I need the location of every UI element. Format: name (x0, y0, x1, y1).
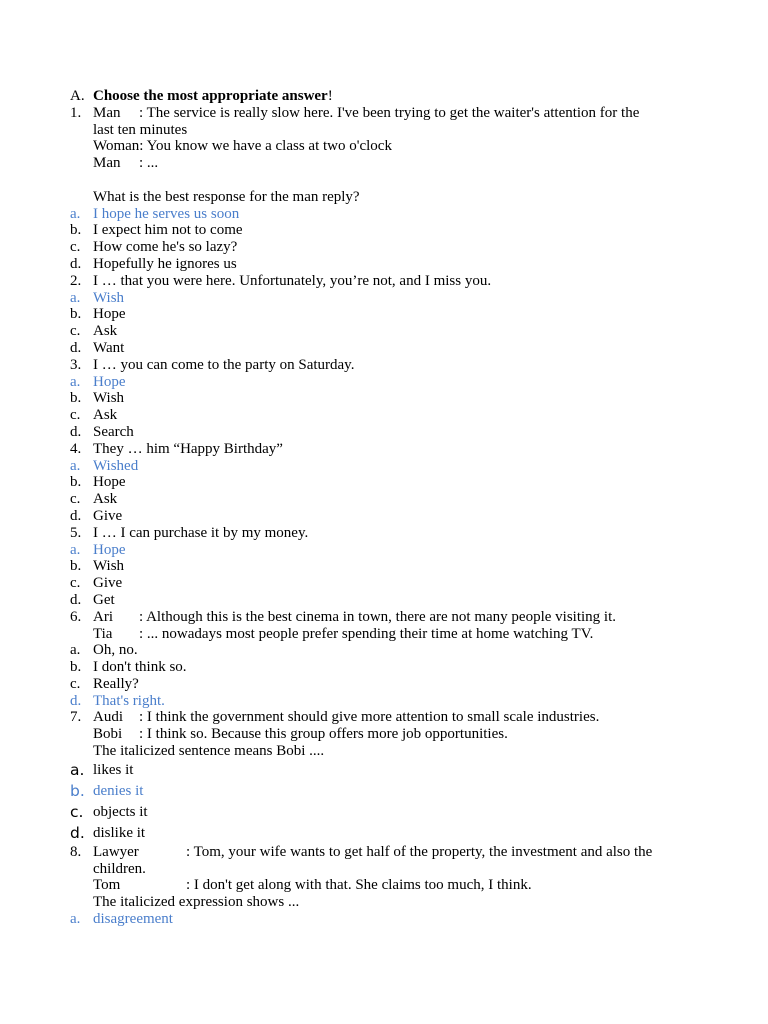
option-letter: a. (70, 373, 81, 390)
dialogue-text: : I think the government should give more attention to small scale industries. (139, 709, 600, 726)
option-letter: a. (70, 760, 85, 779)
question-7-prompt (70, 743, 690, 760)
section-title: Choose the most appropriate answer (93, 88, 328, 104)
question-1-line-1-continued (70, 122, 690, 139)
option-letter: a. (70, 289, 81, 306)
option-text: Give (93, 575, 123, 592)
option-letter: c. (70, 675, 81, 692)
question-1-line-1 (70, 105, 690, 122)
option-text: Get (93, 591, 115, 608)
option-text: objects it (93, 803, 148, 820)
option-text: How come he's so lazy? (93, 239, 238, 256)
option-c[interactable] (70, 239, 690, 256)
question-7-line-2 (70, 726, 690, 743)
option-letter: d. (70, 591, 82, 608)
option-text: Search (93, 423, 134, 440)
dialogue-text: : Although this is the best cinema in town, there are not many people visiting it. (139, 608, 617, 625)
question-7-line-1 (70, 709, 690, 726)
dialogue-text: last ten minutes (93, 121, 188, 138)
option-text: I don't think so. (93, 659, 187, 676)
question-5 (70, 525, 690, 542)
option-letter: d. (70, 823, 85, 842)
option-d[interactable] (70, 256, 690, 273)
option-text: That's right. (93, 692, 165, 709)
option-a[interactable] (70, 642, 690, 659)
question-text: They … him “Happy Birthday” (93, 440, 283, 457)
option-b[interactable] (70, 659, 690, 676)
option-c[interactable] (70, 575, 690, 592)
option-text: Really? (93, 675, 139, 692)
option-letter: c. (70, 575, 81, 592)
option-letter: d. (70, 255, 82, 272)
option-a[interactable] (70, 760, 690, 781)
question-8-prompt (70, 894, 690, 911)
option-a[interactable] (70, 374, 690, 391)
option-letter: c. (70, 239, 81, 256)
question-text: I … I can purchase it by my money. (93, 524, 309, 541)
option-letter: d. (70, 692, 82, 709)
option-text: Give (93, 507, 123, 524)
option-letter: a. (70, 457, 81, 474)
prompt-text: What is the best response for the man reply? (93, 188, 360, 205)
question-1-line-3 (70, 155, 690, 172)
option-text: Hope (93, 373, 126, 390)
speaker-name: Audi (93, 709, 123, 726)
option-a[interactable] (70, 290, 690, 307)
dialogue-text: : I think so. Because this group offers more job opportunities. (139, 726, 508, 743)
option-b[interactable] (70, 558, 690, 575)
dialogue-text: : The service is really slow here. I've been trying to get the waiter's attention for the (139, 104, 640, 121)
question-8-line-2 (70, 877, 690, 894)
option-text: denies it (93, 782, 144, 799)
speaker-name: Man (93, 104, 121, 121)
option-c[interactable] (70, 802, 690, 823)
question-8-line-1 (70, 844, 690, 861)
option-text: likes it (93, 761, 134, 778)
option-text: Wished (93, 457, 139, 474)
option-text: Ask (93, 323, 118, 340)
option-d[interactable] (70, 424, 690, 441)
option-letter: b. (70, 222, 82, 239)
option-a[interactable] (70, 458, 690, 475)
option-b[interactable] (70, 781, 690, 802)
question-number: 8. (70, 843, 82, 860)
option-letter: b. (70, 781, 85, 800)
dialogue-text: children. (93, 860, 146, 877)
prompt-text: The italicized expression shows ... (93, 894, 300, 911)
option-c[interactable] (70, 491, 690, 508)
question-1-prompt (70, 189, 690, 206)
option-letter: a. (70, 642, 81, 659)
option-text: Want (93, 339, 125, 356)
option-b[interactable] (70, 474, 690, 491)
dialogue-text: : I don't get along with that. She claims too much, I think. (186, 877, 532, 894)
option-b[interactable] (70, 390, 690, 407)
option-d[interactable] (70, 693, 690, 710)
prompt-text: The italicized sentence means Bobi .... (93, 743, 325, 760)
option-d[interactable] (70, 508, 690, 525)
option-text: Oh, no. (93, 642, 138, 659)
option-letter: c. (70, 491, 81, 508)
option-letter: b. (70, 390, 82, 407)
option-text: Wish (93, 289, 125, 306)
section-exclamation: ! (327, 88, 333, 104)
question-text: I … you can come to the party on Saturday. (93, 356, 355, 373)
question-6-line-2 (70, 626, 690, 643)
option-d[interactable] (70, 340, 690, 357)
question-4 (70, 441, 690, 458)
question-number: 2. (70, 272, 82, 289)
speaker-name: Ari (93, 608, 113, 625)
section-heading (70, 88, 690, 105)
option-text: disagreement (93, 911, 173, 928)
option-letter: a. (70, 205, 81, 222)
option-text: Wish (93, 558, 125, 575)
option-b[interactable] (70, 222, 690, 239)
option-letter: d. (70, 423, 82, 440)
option-letter: d. (70, 339, 82, 356)
option-text: Wish (93, 390, 125, 407)
option-text: Hope (93, 306, 126, 323)
question-3 (70, 357, 690, 374)
option-text: Ask (93, 407, 118, 424)
option-letter: c. (70, 407, 81, 424)
question-1-line-2 (70, 138, 690, 155)
option-letter: b. (70, 306, 82, 323)
speaker-name: Bobi (93, 726, 123, 743)
question-number: 4. (70, 440, 82, 457)
spacer (70, 172, 690, 189)
option-d[interactable] (70, 592, 690, 609)
dialogue-text: : ... nowadays most people prefer spending their time at home watching TV. (139, 625, 594, 642)
question-6-line-1 (70, 609, 690, 626)
option-d[interactable] (70, 823, 690, 844)
question-number: 5. (70, 524, 82, 541)
option-text: Hope (93, 541, 126, 558)
option-b[interactable] (70, 306, 690, 323)
speaker-name: Man (93, 155, 121, 172)
question-number: 6. (70, 608, 82, 625)
question-text: I … that you were here. Unfortunately, you’re not, and I miss you. (93, 272, 492, 289)
dialogue-text: You know we have a class at two o'clock (143, 138, 392, 155)
speaker-name: Tom (93, 877, 121, 894)
option-a[interactable] (70, 206, 690, 223)
option-text: I expect him not to come (93, 222, 243, 239)
option-text: Ask (93, 491, 118, 508)
speaker-name: Tia (93, 625, 113, 642)
option-a[interactable] (70, 542, 690, 559)
section-marker: A. (70, 88, 85, 104)
question-number: 3. (70, 356, 82, 373)
option-c[interactable] (70, 407, 690, 424)
exam-document (70, 88, 690, 928)
dialogue-text: : Tom, your wife wants to get half of the property, the investment and also the (186, 843, 653, 860)
option-letter: c. (70, 323, 81, 340)
question-number: 7. (70, 709, 82, 726)
option-letter: c. (70, 802, 84, 821)
option-letter: d. (70, 507, 82, 524)
dialogue-text: : ... (139, 155, 159, 172)
option-c[interactable] (70, 676, 690, 693)
option-letter: b. (70, 474, 82, 491)
option-text: I hope he serves us soon (93, 205, 240, 222)
option-letter: b. (70, 558, 82, 575)
speaker-name: Woman: (93, 138, 144, 155)
option-letter: b. (70, 659, 82, 676)
speaker-name: Lawyer (93, 843, 139, 860)
option-c[interactable] (70, 323, 690, 340)
option-letter: a. (70, 911, 81, 928)
question-2 (70, 273, 690, 290)
option-text: Hopefully he ignores us (93, 255, 237, 272)
option-a[interactable] (70, 911, 690, 928)
option-letter: a. (70, 541, 81, 558)
question-8-line-1-continued (70, 861, 690, 878)
option-text: dislike it (93, 824, 146, 841)
question-number: 1. (70, 104, 82, 121)
option-text: Hope (93, 474, 126, 491)
